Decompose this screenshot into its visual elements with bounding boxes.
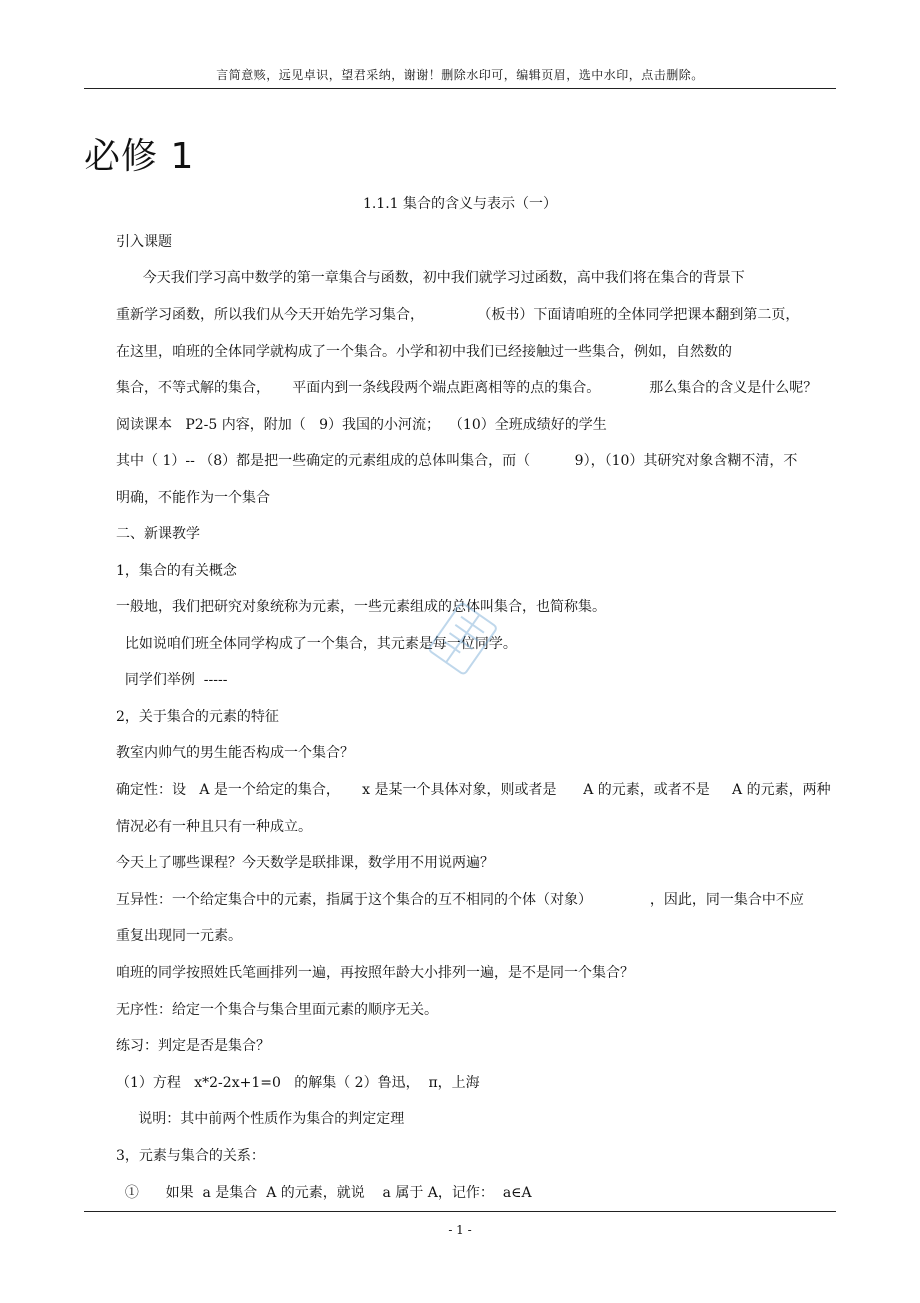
body-line: 比如说咱们班全体同学构成了一个集合，其元素是每一位同学。	[116, 636, 517, 652]
body-line: 引入课题	[116, 234, 172, 250]
body-line: 明确，不能作为一个集合	[116, 490, 270, 506]
body-line: 重复出现同一元素。	[116, 928, 242, 944]
body-line: 确定性：设 A 是一个给定的集合， x 是某一个具体对象，则或者是 A 的元素，或者不是 A 的元素，两种	[116, 782, 831, 798]
body-line: 集合，不等式解的集合， 平面内到一条线段两个端点距离相等的点的集合。 那么集合的含义是什么呢？	[116, 380, 818, 396]
body-line: 练习：判定是否是集合？	[116, 1038, 270, 1054]
section-title: 1.1.1 集合的含义与表示（一）	[362, 196, 558, 212]
body-line: 情况必有一种且只有一种成立。	[116, 819, 312, 835]
body-line: 其中（ 1）-- （8）都是把一些确定的元素组成的总体叫集合，而（ 9），（10）其研究对象含糊不清，不	[116, 453, 798, 469]
chapter-title: 必修 1	[84, 136, 195, 177]
body-line: 今天我们学习高中数学的第一章集合与函数，初中我们就学习过函数，高中我们将在集合的背景下	[116, 270, 745, 286]
body-line: 1，集合的有关概念	[116, 563, 237, 579]
body-line: 阅读课本 P2-5 内容，附加（ 9）我国的小河流； （10）全班成绩好的学生	[116, 417, 607, 433]
body-line: （1）方程 x*2-2x+1=0 的解集（ 2）鲁迅， π，上海	[116, 1075, 480, 1091]
body-line: 无序性：给定一个集合与集合里面元素的顺序无关。	[116, 1002, 438, 1018]
body-line: 3，元素与集合的关系：	[116, 1148, 265, 1164]
body-line: 二、新课教学	[116, 526, 200, 542]
body-line: 在这里，咱班的全体同学就构成了一个集合。小学和初中我们已经接触过一些集合，例如，自然数的	[116, 344, 732, 360]
body-line: 咱班的同学按照姓氏笔画排列一遍，再按照年龄大小排列一遍，是不是同一个集合？	[116, 965, 634, 981]
header-rule	[84, 88, 836, 89]
body-line: 教室内帅气的男生能否构成一个集合？	[116, 745, 354, 761]
body-line: 同学们举例 -----	[116, 672, 228, 688]
body-line: 互异性：一个给定集合中的元素，指属于这个集合的互不相同的个体（对象） ，因此，同一集合中不应	[116, 892, 804, 908]
body-line: 今天上了哪些课程？今天数学是联排课，数学用不用说两遍？	[116, 855, 494, 871]
footer-rule	[84, 1211, 836, 1212]
page-number: - 1 -	[448, 1223, 472, 1237]
body-line: 说明：其中前两个性质作为集合的判定定理	[116, 1111, 405, 1127]
body-line: 一般地，我们把研究对象统称为元素，一些元素组成的总体叫集合，也简称集。	[116, 599, 606, 615]
header-note: 言简意赅，远见卓识，望君采纳，谢谢！删除水印可，编辑页眉，选中水印，点击删除。	[216, 68, 704, 82]
body-line: 重新学习函数，所以我们从今天开始先学习集合， （板书）下面请咱班的全体同学把课本翻到第二页，	[116, 307, 800, 323]
body-line: ① 如果 a 是集合 A 的元素，就说 a 属于 A，记作： a∈A	[116, 1185, 532, 1201]
body-line: 2，关于集合的元素的特征	[116, 709, 279, 725]
